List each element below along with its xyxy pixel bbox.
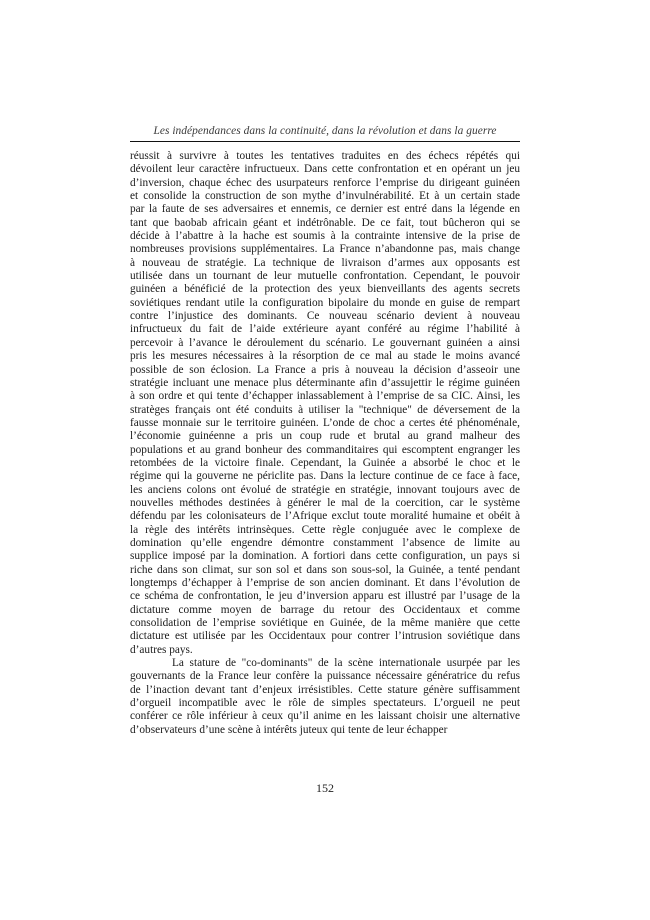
text-line: les anciens colons ont évolué de stratégie en stratégie, innovant toujours avec de — [130, 483, 520, 496]
text-line: stratégie incluant une menace plus déterminante afin d’assujettir le régime guinéen — [130, 376, 520, 389]
text-line: de l’inaction devant tant d’enjeux irrésistibles. Cette stature génère suffisamment — [130, 683, 520, 696]
running-header: Les indépendances dans la continuité, dans la révolution et dans la guerre — [153, 125, 497, 137]
text-line: infructueux du fait de l’aide extérieure ayant conféré au régime l’habilité à — [130, 323, 520, 336]
text-line: conférer ce rôle inférieur à ceux qu’il anime en les laissant choisir une alternative — [130, 710, 520, 723]
text-line: d’orgueil incompatible avec le rôle de simples spectateurs. L’orgueil ne peut — [130, 697, 520, 710]
header-rule — [130, 141, 520, 142]
body-text — [130, 150, 520, 737]
page-number: 152 — [316, 781, 334, 795]
text-line: retombées de la victoire finale. Cependant, la Guinée a absorbé le choc et le — [130, 456, 520, 469]
text-line: percevoir à l’avance le déroulement du scénario. Le gouvernant guinéen a ainsi — [130, 336, 520, 349]
text-line: gouvernants de la France leur confère la puissance nécessaire génératrice du refus — [130, 670, 520, 683]
text-line: défendu par les colonisateurs de l’Afrique exclut toute moralité humaine et obéit à — [130, 510, 520, 523]
text-line: consolidation de l’emprise soviétique en Guinée, de la même manière que cette — [130, 617, 520, 630]
text-line: la règle des intérêts intrinsèques. Cette règle conjuguée avec le complexe de — [130, 523, 520, 536]
text-line: nombreuses provisions supplémentaires. La France n’abandonne pas, mais change — [130, 243, 520, 256]
text-line: populations et au grand bonheur des commanditaires qui escomptent engranger les — [130, 443, 520, 456]
text-line: longtemps d’échapper à l’emprise de son ancien dominant. Et dans l’évolution de — [130, 577, 520, 589]
text-line: décide à l’abattre à la hache est soumis à la contrainte intensive de la prise de — [130, 230, 520, 243]
text-line: ce schéma de confrontation, le jeu d’inversion apparu est illustré par l’usage de la — [130, 590, 520, 603]
paragraph — [130, 657, 520, 737]
text-line: dictature comme moyen de barrage du retour des Occidentaux et comme — [130, 603, 520, 616]
text-line: domination qu’elle engendre démontre constamment l’absence de limite au — [130, 536, 520, 549]
text-line: par la faute de ses adversaires et ennemis, ce dernier est entré dans la légende en — [130, 203, 520, 216]
text-line: d’autres pays. — [130, 643, 193, 656]
text-line: réussit à survivre à toutes les tentatives traduites en des échecs répétés qui — [130, 150, 520, 162]
text-line: La stature de "co-dominants" de la scène internationale usurpée par les — [172, 657, 520, 670]
text-line: d’inversion, chaque échec des usurpateurs renforce l’emprise du dirigeant guinéen — [130, 176, 520, 189]
text-line: guinéen a bénéficié de la protection des yeux bienveillants des agents secrets — [130, 283, 520, 296]
text-line: et consolide la construction de son mythe d’invulnérabilité. Et à un certain stade — [130, 190, 520, 203]
text-line: dictature est utilisée par les Occidentaux pour contrer l’intrusion soviétique dans — [130, 630, 520, 643]
text-line: l’économie guinéenne a pris un coup rude et brutal au grand malheur des — [130, 430, 520, 443]
text-line: utilisée dans un tournant de leur mutuelle confrontation. Cependant, le pouvoir — [130, 270, 520, 283]
text-line: stratèges français ont été conduits à utiliser la "technique" de déversement de la — [130, 403, 520, 416]
text-line: à nouveau de stratégie. La technique de livraison d’armes aux opposants est — [130, 256, 520, 269]
text-line: dévoilent leur caractère infructueux. Dans cette confrontation et en opérant un jeu — [130, 163, 520, 176]
text-line: nouvelles méthodes destinées à générer le mal de la coercition, car le système — [130, 496, 520, 509]
text-line: régime qui la gouverne ne périclite pas. Dans la lecture continue de ce face à face, — [130, 470, 520, 483]
text-line: soviétiques rendant utile la configuration bipolaire du monde en guise de rempart — [130, 296, 520, 309]
text-line: supplice imposé par la domination. A fortiori dans cette configuration, un pays si — [130, 550, 520, 563]
text-line: contre l’injustice des dominants. Ce nouveau scénario devient à nouveau — [130, 310, 520, 323]
text-line: riche dans son climat, sur son sol et dans son sous-sol, la Guinée, a tenté pendant — [130, 563, 520, 576]
text-line: pris les mesures nécessaires à la résorption de ce mal au stade le moins avancé — [130, 350, 520, 363]
paragraph — [130, 150, 520, 657]
text-line: tant que baobab africain géant et indétrônable. De ce fait, tout bûcheron qui se — [130, 216, 520, 229]
text-line: à son ordre et qui tente d’échapper inlassablement à l’emprise de sa CIC. Ainsi, les — [130, 390, 520, 403]
text-line: d’observateurs d’une scène à intérêts juteux qui tente de leur échapper — [130, 723, 448, 736]
text-line: fausse monnaie sur le territoire guinéen. L’onde de choc a certes été phénoménale, — [130, 416, 520, 429]
text-line: possible de son éclosion. La France a pris à nouveau la décision d’asseoir une — [130, 363, 520, 376]
